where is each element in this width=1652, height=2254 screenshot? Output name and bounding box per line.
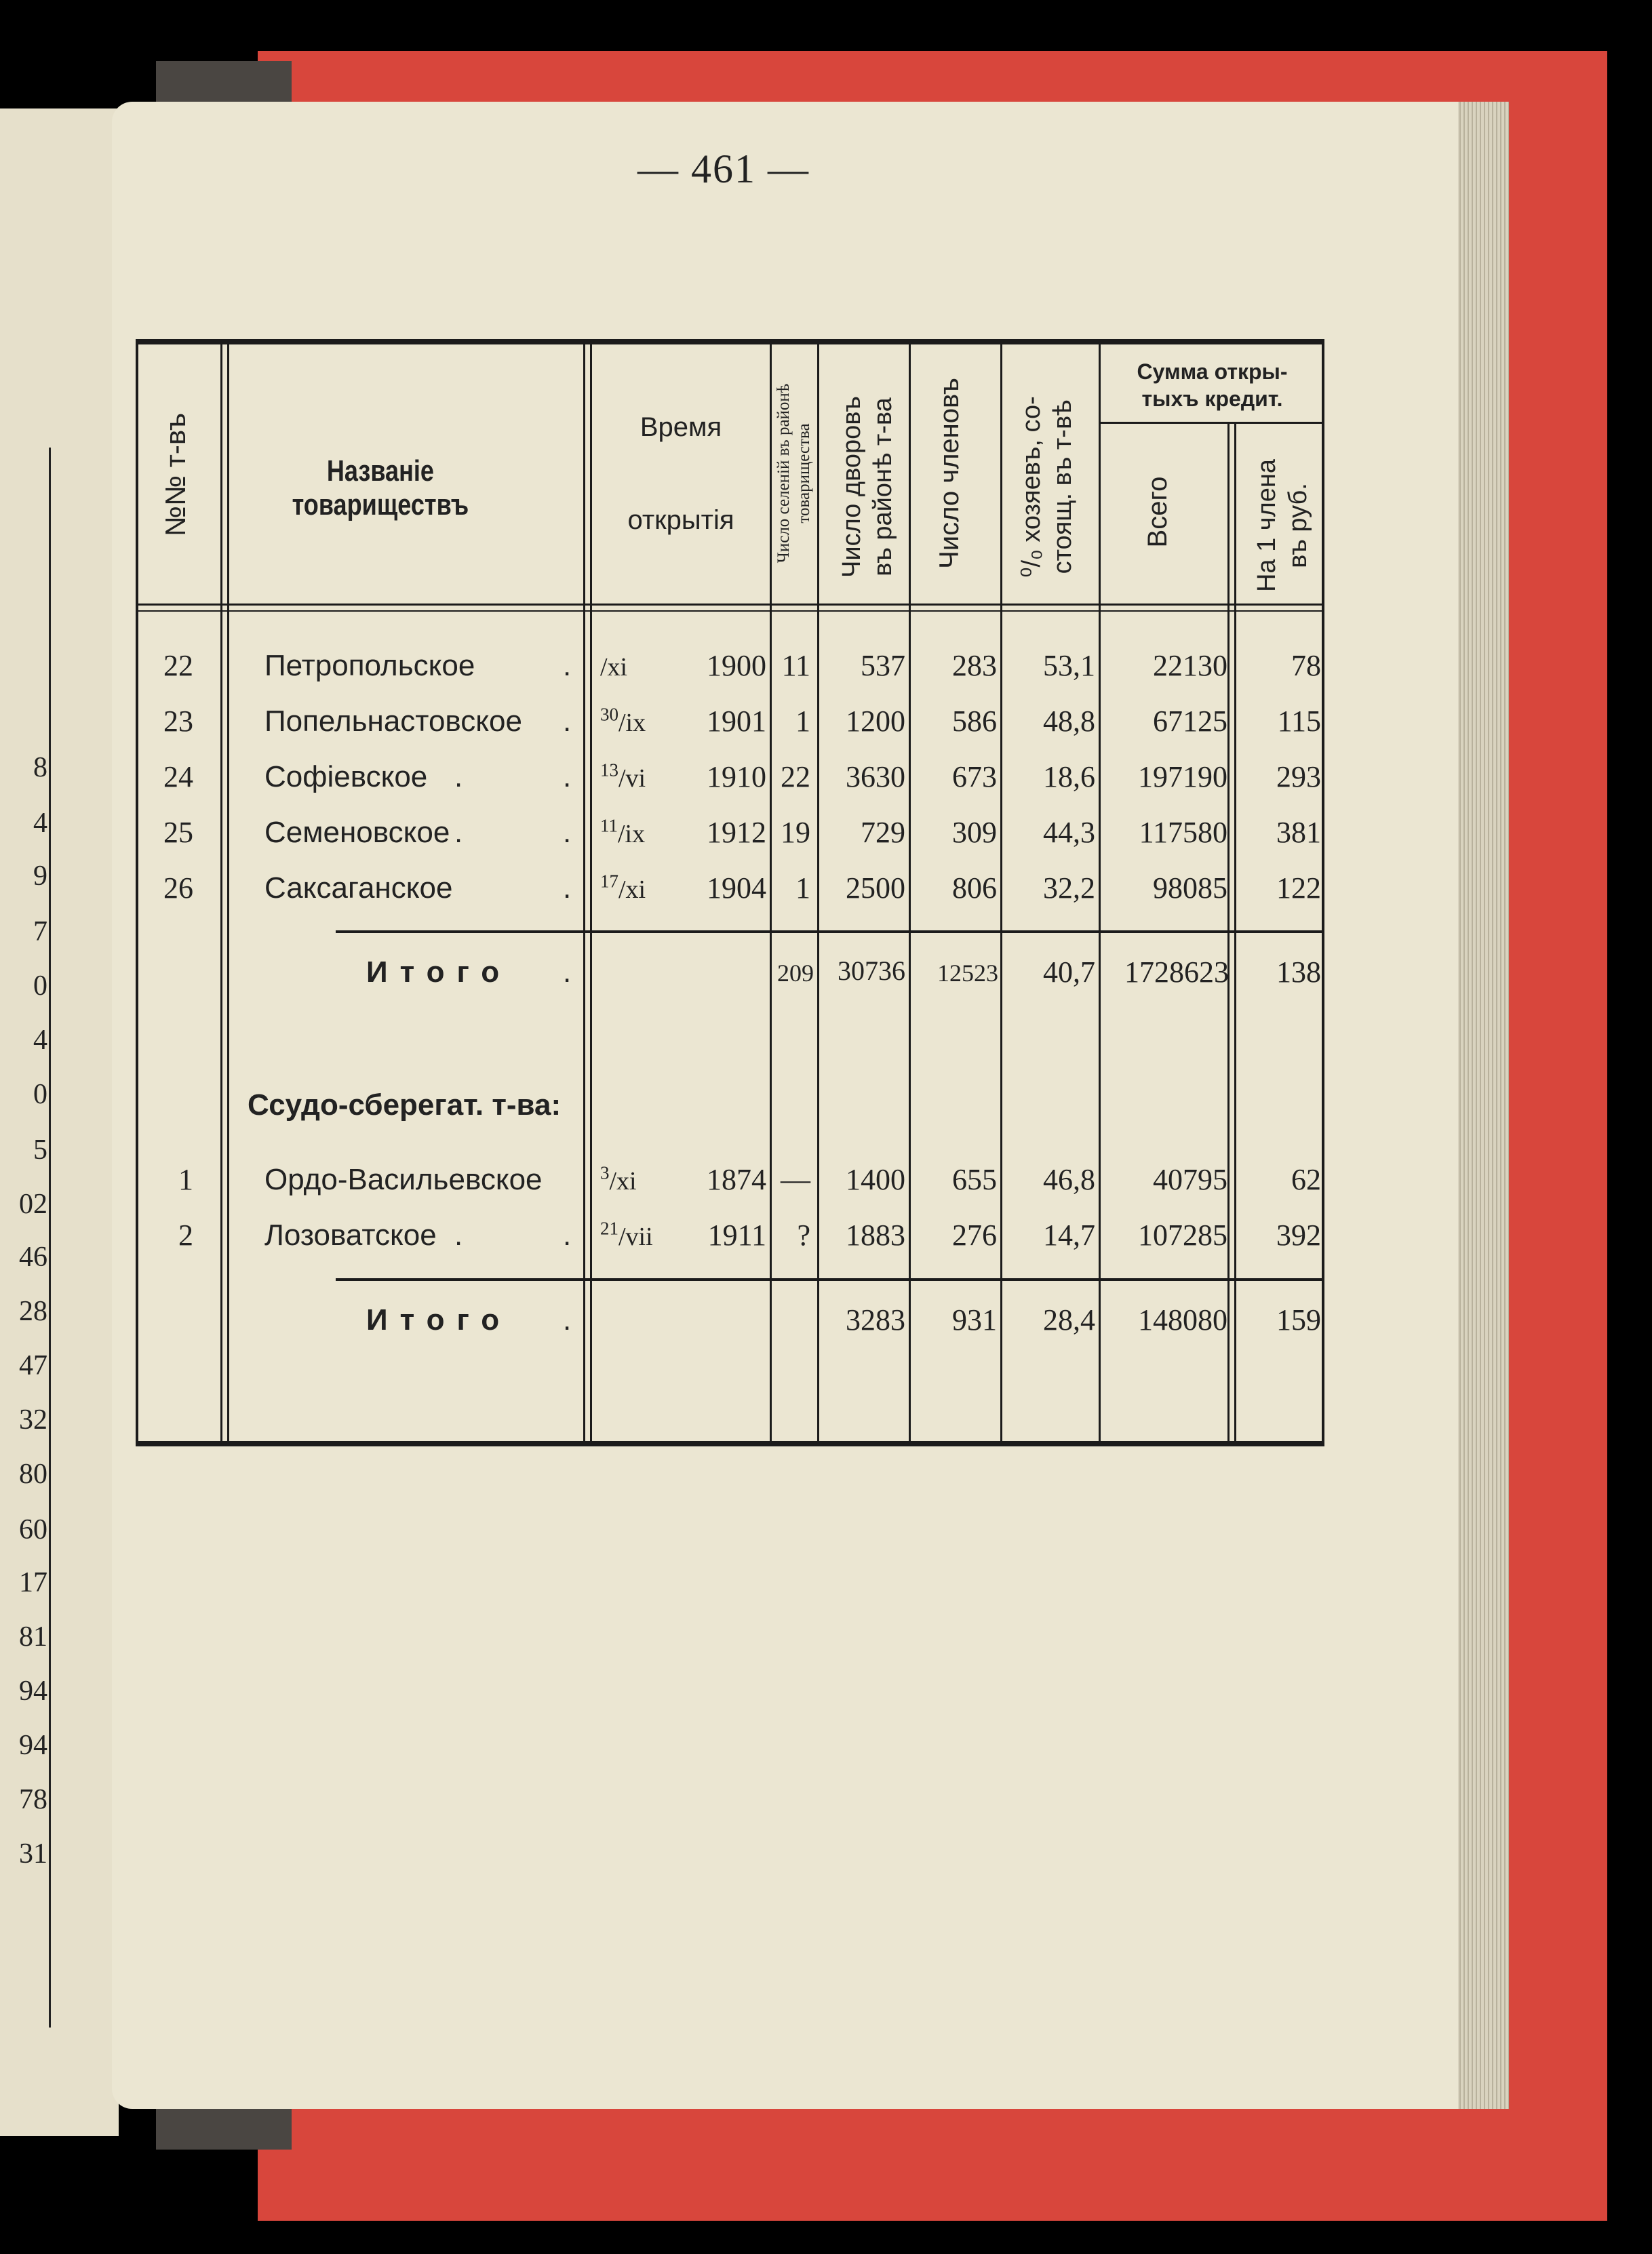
leader-dot: . <box>563 649 572 682</box>
opening-year: 1900 <box>707 649 766 682</box>
left-page-number: 17 <box>19 1567 47 1598</box>
credit-total: 148080 <box>1138 1303 1227 1337</box>
percent-value: 18,6 <box>1043 760 1095 793</box>
opening-year: 1911 <box>707 1219 766 1252</box>
villages-count: 19 <box>781 816 810 849</box>
percent-value: 44,3 <box>1043 816 1095 849</box>
society-name: Саксаганское <box>264 871 453 905</box>
opening-date <box>600 651 627 681</box>
households-count: 2500 <box>846 871 905 905</box>
row-number: 25 <box>163 816 193 849</box>
percent-value: 28,4 <box>1043 1303 1095 1337</box>
members-count: 931 <box>952 1303 997 1337</box>
members-count: 12523 <box>937 960 998 987</box>
society-name: Лозоватское <box>264 1219 437 1252</box>
header-percent-l1: ⁰/₀ хозяевъ, со- <box>1017 396 1046 578</box>
header-households-l1: Число дворовъ <box>838 396 866 578</box>
col-line-1 <box>220 339 222 1446</box>
left-page-number: 28 <box>19 1296 47 1327</box>
members-count: 673 <box>952 760 997 793</box>
credit-per-member: 293 <box>1276 760 1321 793</box>
percent-value: 46,8 <box>1043 1163 1095 1196</box>
left-page-number: 0 <box>33 970 47 1002</box>
households-count: 30736 <box>838 955 905 986</box>
col-line-2 <box>583 339 585 1446</box>
left-page-number: 7 <box>33 916 47 947</box>
percent-value: 32,2 <box>1043 871 1095 905</box>
society-name: Софіевское <box>264 760 428 793</box>
total1-rule <box>336 930 1324 933</box>
left-page-number: 81 <box>19 1621 47 1653</box>
credit-total: 1728623 <box>1124 955 1229 989</box>
opening-month: /xi <box>618 875 646 904</box>
opening-date <box>600 1162 637 1195</box>
society-name: Семеновское <box>264 816 450 849</box>
credit-per-member: 159 <box>1276 1303 1321 1337</box>
households-count: 1400 <box>846 1163 905 1196</box>
opening-year: 1912 <box>707 816 766 849</box>
villages-count: 22 <box>781 760 810 793</box>
villages-count: 1 <box>795 871 810 905</box>
credit-per-member: 138 <box>1276 955 1321 989</box>
left-page-number: 78 <box>19 1784 47 1815</box>
left-page-number: 60 <box>19 1514 47 1545</box>
members-count: 276 <box>952 1219 997 1252</box>
leader-dot: . <box>563 1219 572 1252</box>
opening-day: 11 <box>600 815 618 836</box>
header-households-l2: въ районѣ т-ва <box>869 397 897 576</box>
opening-month: /xi <box>600 653 628 681</box>
header-credit-total: Всего <box>1143 476 1173 548</box>
header-percent-l2: стоящ. въ т-вѣ <box>1048 399 1077 574</box>
opening-day: 13 <box>600 759 618 780</box>
left-page-number: 0 <box>33 1079 47 1110</box>
opening-month: /vii <box>618 1223 653 1251</box>
leader-dot: . <box>563 871 572 905</box>
opening-day: 21 <box>600 1218 618 1239</box>
left-page-number: 32 <box>19 1404 47 1436</box>
table-bottom-rule <box>136 1441 1324 1446</box>
leader-dot: . <box>563 705 572 738</box>
table-top-rule <box>136 339 1324 344</box>
society-name: Петропольское <box>264 649 475 682</box>
opening-month: /ix <box>618 820 646 848</box>
left-page-number: 4 <box>33 1025 47 1056</box>
credit-total: 40795 <box>1153 1163 1227 1196</box>
row-number: 22 <box>163 649 193 682</box>
credit-total: 98085 <box>1153 871 1227 905</box>
credit-total: 197190 <box>1138 760 1227 793</box>
header-credit-per-l2: въ руб. <box>1284 483 1312 568</box>
households-count: 3283 <box>846 1303 905 1337</box>
credit-total: 117580 <box>1139 816 1227 849</box>
members-count: 309 <box>952 816 997 849</box>
header-time-bottom: открытія <box>627 505 734 535</box>
opening-month: /xi <box>609 1167 637 1195</box>
credit-subheader-rule <box>1099 422 1324 424</box>
villages-count: 1 <box>795 705 810 738</box>
header-num: №№ т-въ <box>159 412 191 537</box>
data-table <box>136 339 1324 1448</box>
leader-dot: . <box>563 816 572 849</box>
left-page-number: 31 <box>19 1838 47 1870</box>
section-title: Ссудо-сберегат. т-ва: <box>248 1088 562 1122</box>
opening-date <box>600 704 646 737</box>
percent-value: 40,7 <box>1043 955 1095 989</box>
row-number: 2 <box>178 1219 193 1252</box>
opening-year: 1910 <box>707 760 766 793</box>
col-line-0 <box>136 339 138 1446</box>
society-name: Попельнастовское <box>264 705 522 738</box>
percent-value: 14,7 <box>1043 1219 1095 1252</box>
header-credit-per <box>1251 448 1319 604</box>
villages-count: 209 <box>777 960 814 987</box>
opening-month: /ix <box>618 709 646 737</box>
page-number: — 461 — <box>637 146 810 191</box>
header-rule-2 <box>136 610 1324 612</box>
villages-count: ? <box>797 1219 810 1252</box>
total-label: Итого <box>366 955 512 989</box>
col-line-9 <box>1322 339 1324 1446</box>
percent-value: 48,8 <box>1043 705 1095 738</box>
households-count: 3630 <box>846 760 905 793</box>
header-percent <box>1016 375 1084 599</box>
households-count: 1883 <box>846 1219 905 1252</box>
left-page-number: 94 <box>19 1730 47 1761</box>
header-households <box>836 375 904 599</box>
credit-total: 67125 <box>1153 705 1227 738</box>
left-page-number: 4 <box>33 808 47 839</box>
row-number: 23 <box>163 705 193 738</box>
left-page-number: 9 <box>33 861 47 892</box>
left-facing-page <box>0 108 119 2136</box>
header-villages: Число селеній въ районѣ товарищества <box>774 383 813 564</box>
members-count: 283 <box>952 649 997 682</box>
leader-dot: . <box>454 816 463 849</box>
opening-date <box>600 815 646 848</box>
households-count: 729 <box>861 816 905 849</box>
header-time-top: Время <box>640 412 722 442</box>
row-number: 1 <box>178 1163 193 1196</box>
left-page-number: 47 <box>19 1350 47 1381</box>
leader-dot: . <box>563 1303 572 1337</box>
header-credit-title <box>1102 358 1322 412</box>
households-count: 1200 <box>846 705 905 738</box>
row-number: 24 <box>163 760 193 793</box>
opening-date <box>600 759 646 793</box>
total2-rule <box>336 1278 1324 1281</box>
left-page-number: 94 <box>19 1676 47 1707</box>
left-page-number: 46 <box>19 1242 47 1273</box>
credit-per-member: 122 <box>1276 871 1321 905</box>
left-page-number: 5 <box>33 1134 47 1166</box>
leader-dot: . <box>563 760 572 793</box>
opening-year: 1904 <box>707 871 766 905</box>
opening-month: /vi <box>618 764 646 793</box>
header-credit-per-l1: На 1 члена <box>1253 458 1281 593</box>
opening-year: 1874 <box>707 1163 766 1196</box>
credit-per-member: 115 <box>1277 705 1321 738</box>
opening-day: 30 <box>600 704 618 725</box>
credit-total: 107285 <box>1138 1219 1227 1252</box>
col-line-1b <box>227 339 229 1446</box>
villages-count: 11 <box>781 649 810 682</box>
credit-per-member: 381 <box>1276 816 1321 849</box>
left-page-number: 02 <box>19 1189 47 1220</box>
header-credit-title-l1: Сумма откры- <box>1137 359 1288 384</box>
leader-dot: . <box>563 955 572 989</box>
header-rule <box>136 604 1324 606</box>
opening-day: 17 <box>600 871 618 892</box>
header-members: Число членовъ <box>935 378 964 569</box>
left-page-rule <box>49 448 51 2028</box>
col-line-7 <box>1099 339 1101 1446</box>
leader-dot: . <box>454 760 463 793</box>
society-name: Ордо-Васильевское <box>264 1163 543 1196</box>
credit-per-member: 62 <box>1291 1163 1321 1196</box>
col-line-6 <box>1000 339 1002 1446</box>
members-count: 806 <box>952 871 997 905</box>
opening-date <box>600 1218 653 1251</box>
credit-per-member: 78 <box>1291 649 1321 682</box>
opening-day: 3 <box>600 1162 610 1183</box>
leader-dot: . <box>454 1219 463 1252</box>
row-number: 26 <box>163 871 193 905</box>
left-page-number: 80 <box>19 1459 47 1490</box>
left-page-number: 8 <box>33 752 47 783</box>
credit-total: 22130 <box>1153 649 1227 682</box>
col-line-8 <box>1227 424 1230 1446</box>
opening-date <box>600 873 646 903</box>
opening-year: 1901 <box>707 705 766 738</box>
col-line-8b <box>1234 424 1236 1446</box>
households-count: 537 <box>861 649 905 682</box>
header-name: Названіе товариществъ <box>292 454 469 521</box>
members-count: 655 <box>952 1163 997 1196</box>
villages-count: — <box>781 1163 810 1196</box>
percent-value: 53,1 <box>1043 649 1095 682</box>
members-count: 586 <box>952 705 997 738</box>
header-credit-title-l2: тыхъ кредит. <box>1141 387 1283 411</box>
credit-per-member: 392 <box>1276 1219 1321 1252</box>
total-label: Итого <box>366 1303 512 1337</box>
